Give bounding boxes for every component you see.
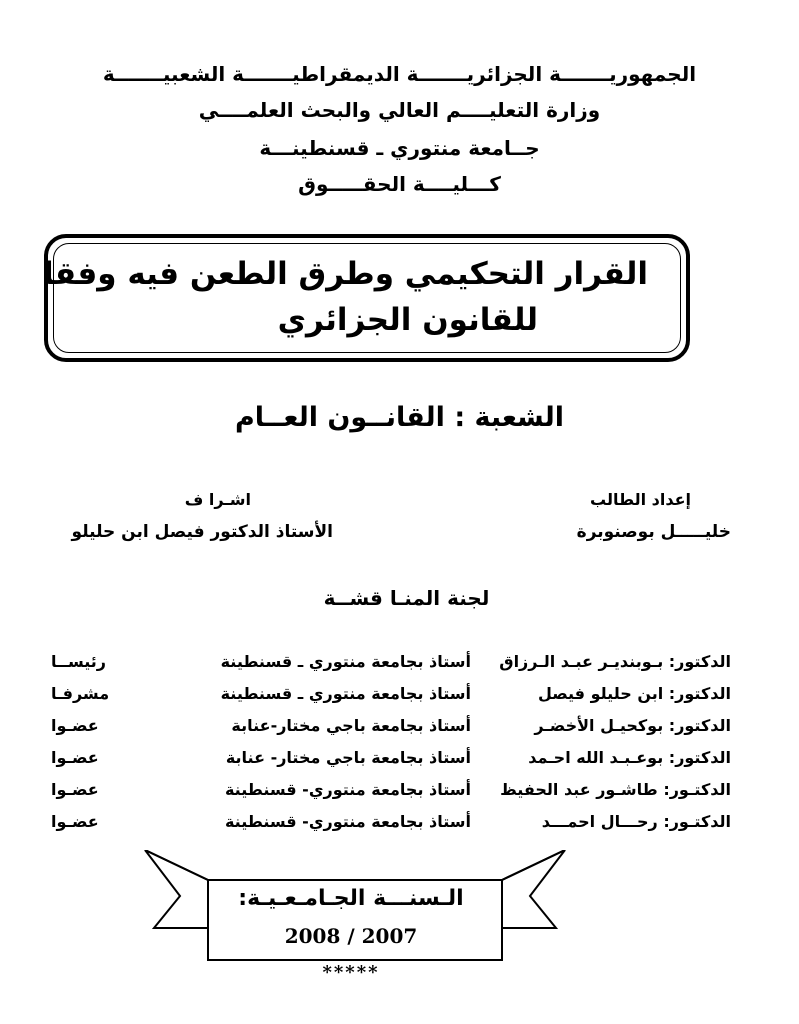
member-affiliation: أستاذ بجامعة منتوري ـ قسنطينة: [220, 652, 471, 671]
committee-member-row: [51, 652, 731, 678]
member-role: رئيســا: [51, 652, 106, 671]
committee-title: لجنة المنـا قشــة: [323, 586, 490, 610]
member-role: عضـوا: [51, 780, 99, 799]
member-affiliation: أستاذ بجامعة منتوري- قسنطينة: [224, 780, 471, 799]
ministry-name: وزارة التعليــــم العالي والبحث العلمــــي: [198, 98, 601, 122]
thesis-title-box: [44, 234, 690, 362]
supervisor-name: الأستاذ الدكتور فيصل ابن حليلو: [71, 522, 333, 542]
thesis-title-line-1: القرار التحكيمي وطرق الطعن فيه وفقا: [43, 256, 648, 292]
thesis-title-line-2: للقانون الجزائري: [277, 302, 538, 338]
supervisor-label: اشـرا ف: [184, 490, 251, 509]
member-affiliation: أستاذ بجامعة باجي مختار- عنابة: [225, 748, 471, 767]
student-name: خليـــــل بوصنوبرة: [576, 522, 731, 542]
committee-member-row: [51, 748, 731, 774]
member-name: الدكتور: بـوبنديـر عبـد الـرزاق: [499, 652, 731, 671]
member-name: الدكتور: بوكحيـل الأخضـر: [534, 716, 731, 735]
republic-name: الجمهوريـــــــة الجزائريـــــــة الديمقراطيـــــــة الشعبيـــــــة: [102, 62, 697, 86]
academic-year-value: 2008 / 2007: [284, 924, 418, 948]
member-role: عضـوا: [51, 716, 99, 735]
student-label: إعداد الطالب: [590, 490, 691, 509]
committee-member-row: [51, 780, 731, 806]
member-name: الدكتور: بوعـبـد الله احـمد: [528, 748, 731, 767]
academic-year-label: الـسنـــة الجـامـعـيـة:: [238, 886, 464, 911]
committee-member-row: [51, 716, 731, 742]
footer-stars: *****: [322, 962, 380, 983]
specialty-heading: الشعبة : القانــون العــام: [234, 402, 565, 433]
member-name: الدكتور: ابن حليلو فيصل: [537, 684, 731, 703]
member-name: الدكتـور: رحـــال احمـــد: [541, 812, 731, 831]
ribbon-left-tail: [145, 850, 208, 928]
member-role: عضـوا: [51, 812, 99, 831]
committee-member-row: [51, 684, 731, 710]
member-name: الدكتـور: طاشـور عبد الحفيظ: [500, 780, 731, 799]
ribbon-right-tail: [502, 850, 565, 928]
member-affiliation: أستاذ بجامعة باجي مختار-عنابة: [231, 716, 471, 735]
university-name: جــامعة منتوري ـ قسنطينـــة: [259, 136, 540, 160]
member-affiliation: أستاذ بجامعة منتوري ـ قسنطينة: [220, 684, 471, 703]
faculty-name: كـــليــــة الحقـــــوق: [298, 172, 501, 196]
member-role: عضـوا: [51, 748, 99, 767]
member-role: مشرفـا: [51, 684, 110, 703]
committee-member-row: [51, 812, 731, 838]
member-affiliation: أستاذ بجامعة منتوري- قسنطينة: [224, 812, 471, 831]
